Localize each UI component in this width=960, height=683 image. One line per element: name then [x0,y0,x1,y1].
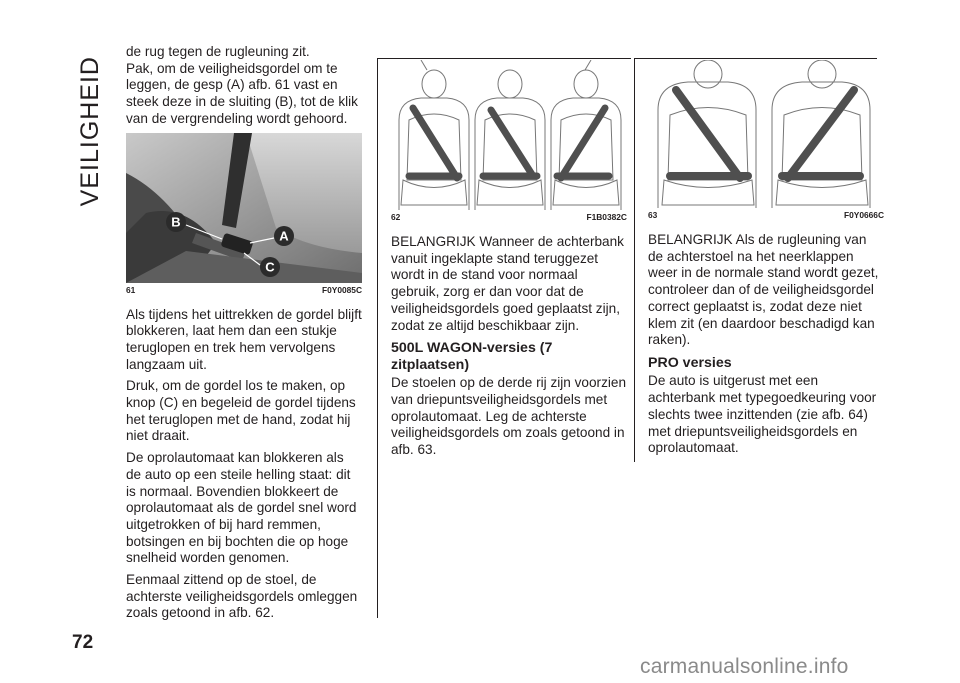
figure-code: F0Y0666C [843,210,884,220]
figure-number: 62 [391,212,401,222]
callout-c: C [265,259,275,275]
paragraph: Druk, om de gordel los te maken, op knop (C) en begeleid de gordel tijdens het teruglopen met de hand, zodat hij niet draait. [126,378,356,444]
callout-a: A [279,228,289,244]
two-seat-belts-illustration [648,60,880,208]
figure-number: 63 [648,210,658,220]
figure-62 [391,60,627,222]
column-2 [391,44,627,464]
column-divider-1 [377,58,378,618]
figure-number: 61 [126,284,136,295]
callout-b: B [171,214,181,230]
column-1 [126,44,362,627]
figure-caption [126,285,362,295]
figure-code: F0Y0085C [321,284,362,295]
paragraph: de rug tegen de rugleuning zit. [126,44,310,59]
paragraph: De auto is uitgerust met een achterbank met typegoedkeuring voor slechts twee inzittenden (zie afb. 64) met driepuntsveiligheidsgordels en oprolautomaat. [648,373,877,456]
section-heading: 500L WAGON-versies (7 zitplaatsen) [391,340,553,373]
paragraph: BELANGRIJK Als de rugleuning van de achterstoel na het neerklappen weer in de normale stand wordt gezet, controleer dan of de veiligheidsgordel correct geplaatst is, zodat deze niet klem zit (en daardoor beschadigd kan raken). [648,232,879,348]
column-divider-2 [634,58,635,462]
figure-caption [648,210,884,220]
paragraph: Als tijdens het uittrekken de gordel blijft blokkeren, laat hem dan een stukje teruglopen en trek hem vervolgens langzaam uit. [126,306,362,372]
three-seat-belts-illustration [391,60,627,210]
paragraph: De oprolautomaat kan blokkeren als de auto op een steile helling staat: dit is normaal. Bovendien blokkeert de oprolautomaat als de gordel snel word uitgetrokken of bij hard remmen, botsingen en bij bochten die op hoge snelheid worden genomen. [126,450,357,566]
figure-code: F1B0382C [586,212,627,222]
figure-caption [391,212,627,222]
section-title: VEILIGHEID [76,56,104,207]
section-heading: PRO versies [648,354,732,371]
figure-63 [648,60,884,220]
column-3 [648,44,884,462]
paragraph: Pak, om de veiligheidsgordel om te leggen, de gesp (A) afb. 61 vast en steek deze in de sluiting (B), tot de klik van de vergrendeling wordt gehoord. [126,60,358,126]
figure-61 [126,133,362,295]
paragraph: De stoelen op de derde rij zijn voorzien van driepuntsveiligheidsgordels met oprolautomaat. Leg de achterste veiligheidsgordels om zoals getoond in afb. 63. [391,375,627,458]
paragraph: Eenmaal zittend op de stoel, de achterste veiligheidsgordels omleggen zoals getoond in afb. 62. [126,572,358,621]
page-number: 72 [72,632,94,653]
paragraph: BELANGRIJK Wanneer de achterbank vanuit ingeklapte stand teruggezet wordt in de stand voor normaal gebruik, zorg er dan voor dat de veiligheidsgordels goed geplaatst zijn, zodat ze altijd beschikbaar zijn. [391,234,624,333]
buckle-photo [126,133,362,283]
watermark: carmanualsonline.info [640,655,849,678]
